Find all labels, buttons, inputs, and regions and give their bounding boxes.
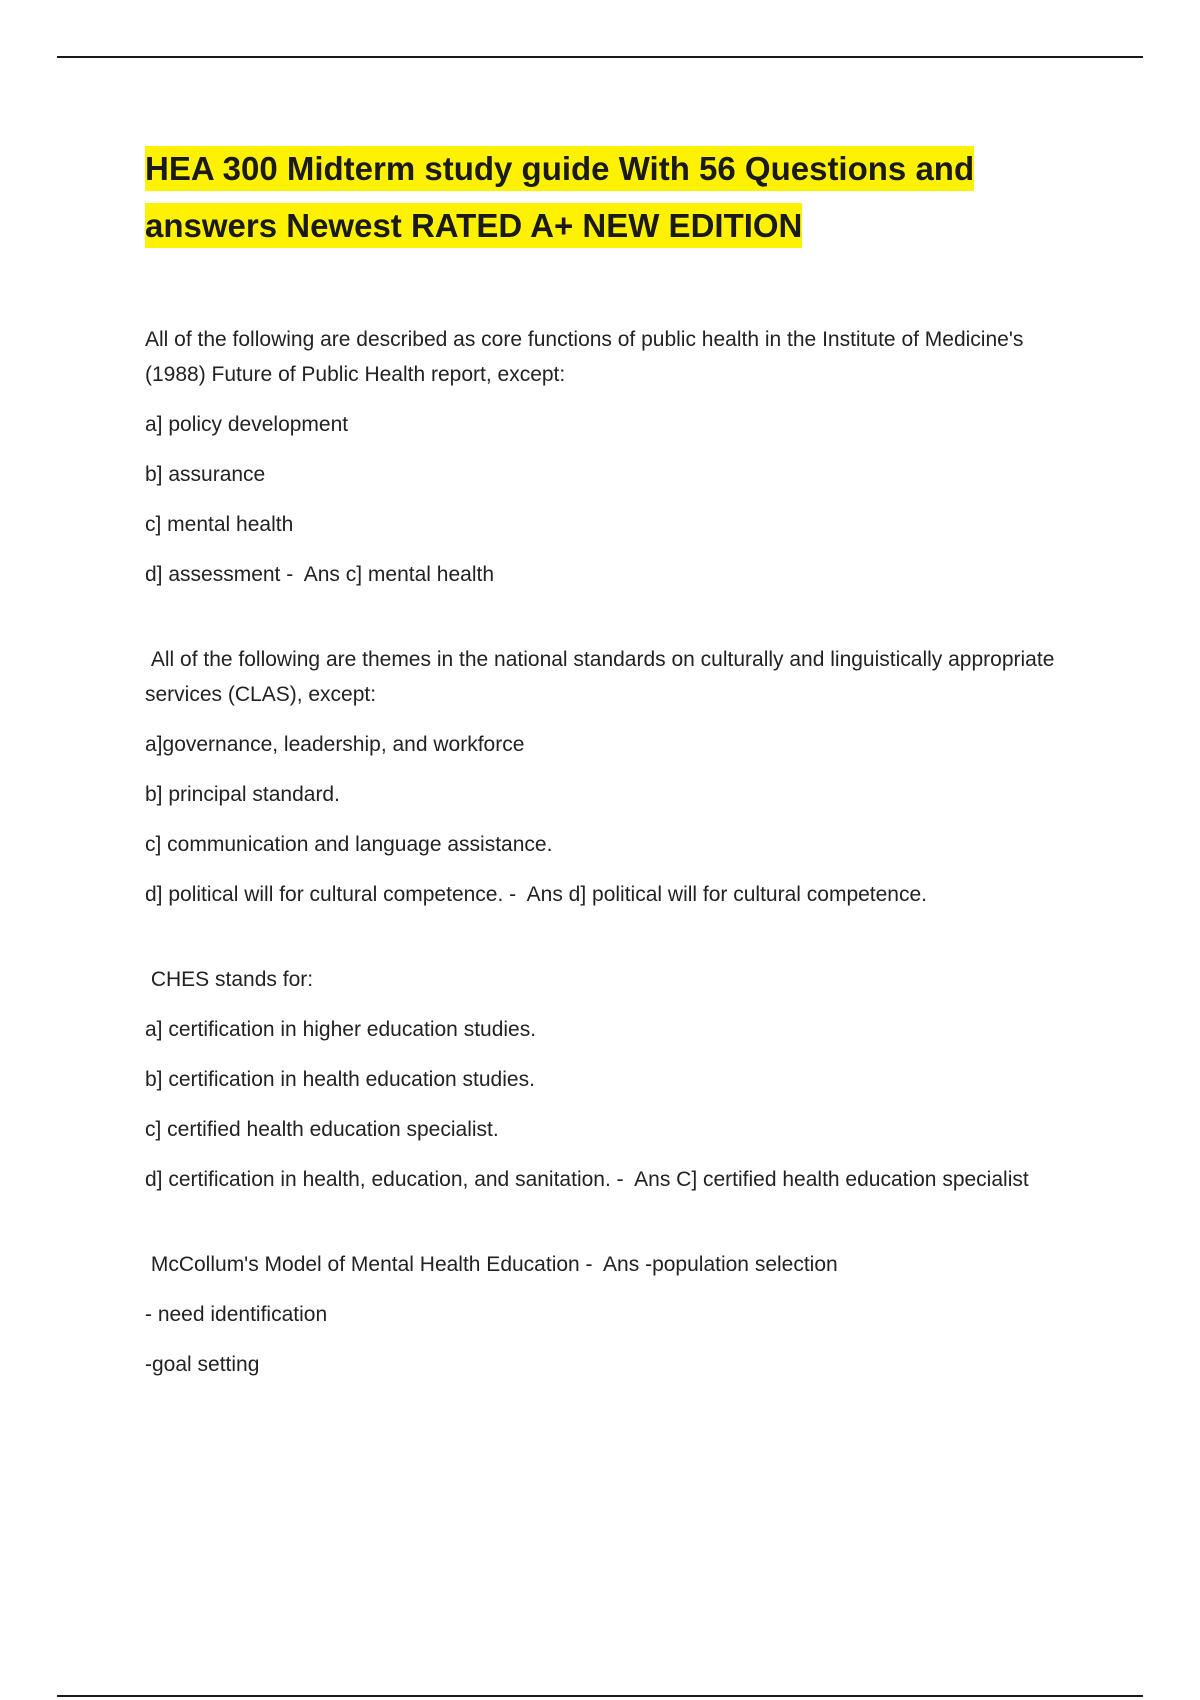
question-1 [145,322,1085,592]
answer-option: c] mental health [145,513,294,536]
answer-option: c] certified health education specialist. [145,1118,499,1141]
top-rule [57,56,1143,58]
answer-option: -goal setting [145,1353,260,1376]
question-2 [145,642,1085,912]
document-title: HEA 300 Midterm study guide With 56 Questions and answers Newest RATED A+ NEW EDITION [145,140,1085,254]
answer-option: - need identification [145,1303,328,1326]
question-prompt: McCollum's Model of Mental Health Education - Ans -population selection [145,1253,838,1276]
question-prompt: All of the following are described as core functions of public health in the Institute of Medicine's (1988) Future of Public Health report, except: [145,328,1030,386]
answer-option: a]governance, leadership, and workforce [145,733,525,756]
answer-option: b] certification in health education studies. [145,1068,535,1091]
answer-option: a] policy development [145,413,349,436]
question-4 [145,1247,1085,1382]
question-prompt: CHES stands for: [145,968,314,991]
answer-option: d] political will for cultural competence. - Ans d] political will for cultural competence. [145,883,928,906]
answer-option: b] assurance [145,463,266,486]
answer-option: c] communication and language assistance. [145,833,553,856]
answer-option: d] assessment - Ans c] mental health [145,563,495,586]
bottom-rule [57,1695,1143,1697]
question-prompt: All of the following are themes in the national standards on culturally and linguistically appropriate services (CLAS), except: [145,648,1061,706]
answer-option: a] certification in higher education studies. [145,1018,537,1041]
document-body [145,140,1085,1397]
answer-option: b] principal standard. [145,783,340,806]
question-3 [145,962,1085,1197]
answer-option: d] certification in health, education, and sanitation. - Ans C] certified health education specialist [145,1168,1029,1191]
